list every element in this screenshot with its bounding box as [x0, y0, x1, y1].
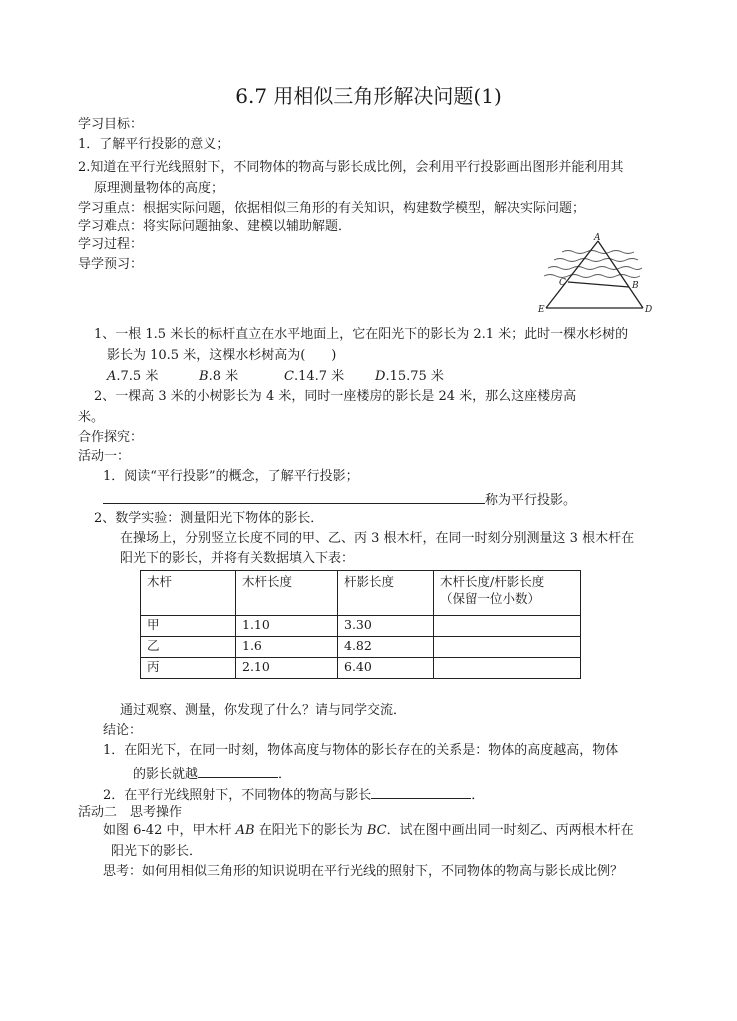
table-row	[141, 616, 581, 637]
experiment-line-2: 阳光下的影长，并将有关数据填入下表：	[120, 551, 355, 566]
conclusion-2-text: 2．在平行光线照射下，不同物体的物高与影长	[103, 788, 372, 803]
segment-ab-label: AB	[235, 823, 255, 838]
think-question: 思考：如何用相似三角形的知识说明在平行光线的照射下，不同物体的物高与影长成比例？	[103, 864, 624, 879]
choice-d-text: .15.75 米	[385, 369, 444, 384]
table-row	[141, 637, 581, 658]
goals-heading: 学习目标：	[78, 117, 144, 132]
choice-b-text: .8 米	[208, 369, 239, 384]
conclusion-1-line-2: 的影长就越 ．	[133, 764, 291, 783]
label-b: B	[632, 281, 639, 291]
choice-a-letter: A	[107, 369, 117, 384]
triangle-figure	[528, 232, 658, 314]
answer-blank-projection[interactable]	[103, 490, 485, 504]
table-cell: 3.30	[338, 616, 434, 637]
segment-bc-label: BC	[366, 823, 387, 838]
choice-c-text: .14.7 米	[293, 369, 345, 384]
choice-d	[375, 369, 444, 385]
label-a: A	[594, 233, 601, 243]
difficult-point: 学习难点：将实际问题抽象、建模以辅助解题．	[78, 219, 352, 234]
table-cell: 2.10	[236, 658, 338, 679]
parallel-projection-fill	[103, 490, 576, 509]
goal-1: 1．了解平行投影的意义；	[78, 137, 230, 152]
header-pole-length: 木杆长度	[236, 571, 338, 616]
table-cell: 乙	[141, 637, 236, 658]
figure-6-42-line-1	[103, 823, 634, 839]
choice-a-text: .7.5 米	[116, 369, 159, 384]
observe-line: 通过观察、测量，你发现了什么？请与同学交流．	[120, 703, 407, 718]
header-shadow-length: 杆影长度	[338, 571, 434, 616]
question-1-line-2: 影长为 10.5 米，这棵水杉树高为( )	[107, 348, 337, 363]
fig-text-1: 如图 6-42 中，甲木杆	[103, 823, 236, 838]
table-cell: 6.40	[338, 658, 434, 679]
answer-blank-ratio[interactable]	[371, 785, 471, 799]
goal-2-line-1: 2.知道在平行光线照射下，不同物体的物高与影长成比例，会利用平行投影画出图形并能利用其	[78, 160, 624, 175]
experiment-heading: 2、数学实验：测量阳光下物体的影长．	[94, 511, 324, 526]
answer-blank-shadow[interactable]	[198, 764, 278, 778]
question-2-line-2: 米。	[78, 410, 105, 425]
fig-text-2: 在阳光下的影长为	[254, 823, 367, 838]
table-cell: 4.82	[338, 637, 434, 658]
wavy-lines	[544, 251, 642, 278]
key-point: 学习重点：根据实际问题，依据相似三角形的有关知识，构建数学模型，解决实际问题；	[78, 201, 586, 216]
choice-b	[199, 369, 238, 385]
preview-heading: 导学预习：	[78, 257, 144, 272]
conclusion-1-line-1: 1．在阳光下，在同一时刻，物体高度与物体的影长存在的关系是：物体的高度越高，物体	[103, 743, 619, 758]
choice-a	[107, 369, 158, 385]
parallel-projection-tail: 称为平行投影。	[485, 493, 577, 508]
choice-b-letter: B	[199, 369, 209, 384]
question-1-line-1: 1、一根 1.5 米长的标杆直立在水平地面上，它在阳光下的影长为 2.1 米；此时一棵水杉树的	[94, 327, 629, 342]
choice-d-letter: D	[375, 369, 386, 384]
data-table	[140, 570, 581, 679]
header-ratio-line-1: 木杆长度/杆影长度	[440, 574, 545, 589]
table-row	[141, 658, 581, 679]
table-header-row	[141, 571, 581, 616]
table-cell: 丙	[141, 658, 236, 679]
choice-c-letter: C	[284, 369, 294, 384]
table-cell: 甲	[141, 616, 236, 637]
conclusion-2: 2．在平行光线照射下，不同物体的物高与影长 ．	[103, 785, 484, 804]
header-ratio-line-2: （保留一位小数）	[440, 591, 541, 606]
table-cell-ratio[interactable]	[434, 616, 581, 637]
fig-text-3: ．试在图中画出同一时刻乙、丙两根木杆在	[386, 823, 634, 838]
cooperation-heading: 合作探究：	[78, 430, 144, 445]
activity-2-heading: 活动二 思考操作	[78, 805, 183, 820]
figure-6-42-line-2: 阳光下的影长．	[111, 844, 203, 859]
header-pole: 木杆	[141, 571, 236, 616]
experiment-line-1: 在操场上，分别竖立长度不同的甲、乙、丙 3 根木杆，在同一时刻分别测量这 3 根木杆在	[120, 531, 635, 546]
table-cell: 1.6	[236, 637, 338, 658]
label-d: D	[645, 305, 653, 314]
segment-cb	[568, 282, 629, 287]
conclusion-heading: 结论：	[103, 723, 143, 738]
conclusion-1-text: 的影长就越	[133, 767, 199, 782]
table-cell: 1.10	[236, 616, 338, 637]
label-e: E	[538, 305, 545, 314]
table-cell-ratio[interactable]	[434, 637, 581, 658]
goal-2-line-2: 原理测量物体的高度；	[94, 181, 225, 196]
question-2-line-1: 2、一棵高 3 米的小树影长为 4 米，同时一座楼房的影长是 24 米，那么这座楼房高	[94, 389, 577, 404]
activity-1-heading: 活动一：	[78, 449, 131, 464]
process-heading: 学习过程：	[78, 237, 144, 252]
table-cell-ratio[interactable]	[434, 658, 581, 679]
choice-c	[284, 369, 344, 385]
header-ratio	[434, 571, 581, 616]
page-title: 6.7 用相似三角形解决问题(1)	[235, 84, 502, 108]
read-concept: 1．阅读“平行投影”的概念，了解平行投影；	[103, 469, 359, 484]
label-c: C	[559, 278, 566, 288]
